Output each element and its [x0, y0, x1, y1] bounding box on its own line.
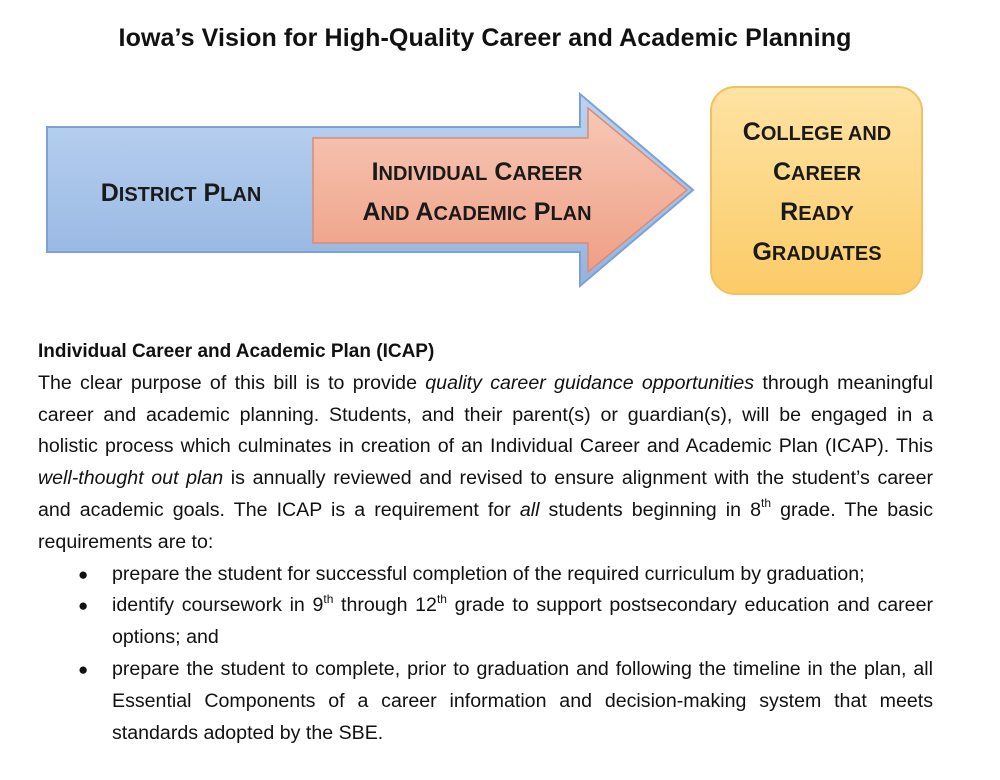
outcome-label-line3: READY: [780, 198, 854, 226]
bullet-icon: ●: [78, 659, 89, 679]
outcome-label-line4: GRADUATES: [752, 238, 882, 266]
planning-diagram: [0, 0, 1000, 320]
list-item: ● prepare the student for successful completion of the required curriculum by graduation;: [38, 559, 933, 591]
outcome-label-line2: CAREER: [772, 158, 862, 186]
bullet-icon: ●: [78, 564, 89, 584]
list-item: ● identify coursework in 9th through 12th grade to support postsecondary education and career options; and: [78, 591, 933, 649]
outcome-label-line1: COLLEGE AND: [742, 118, 892, 146]
district-plan-label: DISTRICT PLAN: [100, 179, 262, 207]
section-heading: Individual Career and Academic Plan (ICAP): [38, 341, 435, 362]
list-item: ● prepare the student to complete, prior to graduation and following the timeline in the plan, all Essential Components of a career information and decision-making system that meets standards adopted by the SBE.: [38, 654, 933, 749]
icap-label-line1: INDIVIDUAL CAREER: [371, 158, 583, 186]
requirements-list: [38, 559, 933, 750]
icap-label-line2: AND ACADEMIC PLAN: [362, 198, 592, 226]
icap-section: [38, 336, 933, 749]
page-title: Iowa’s Vision for High-Quality Career and Academic Planning: [118, 24, 852, 52]
intro-paragraph: The clear purpose of this bill is to provide quality career guidance opportunities through meaningful career and academic planning. Students, and their parent(s) or guardian(s), will be engaged in a holistic process which culminates in creation of an Individual Career and Academic Plan (ICAP). This well-thought out plan is annually reviewed and revised to ensure alignment with the student’s career and academic goals. The ICAP is a requirement for all students beginning in 8th grade. The basic requirements are to:: [38, 371, 933, 553]
bullet-icon: ●: [78, 596, 89, 616]
